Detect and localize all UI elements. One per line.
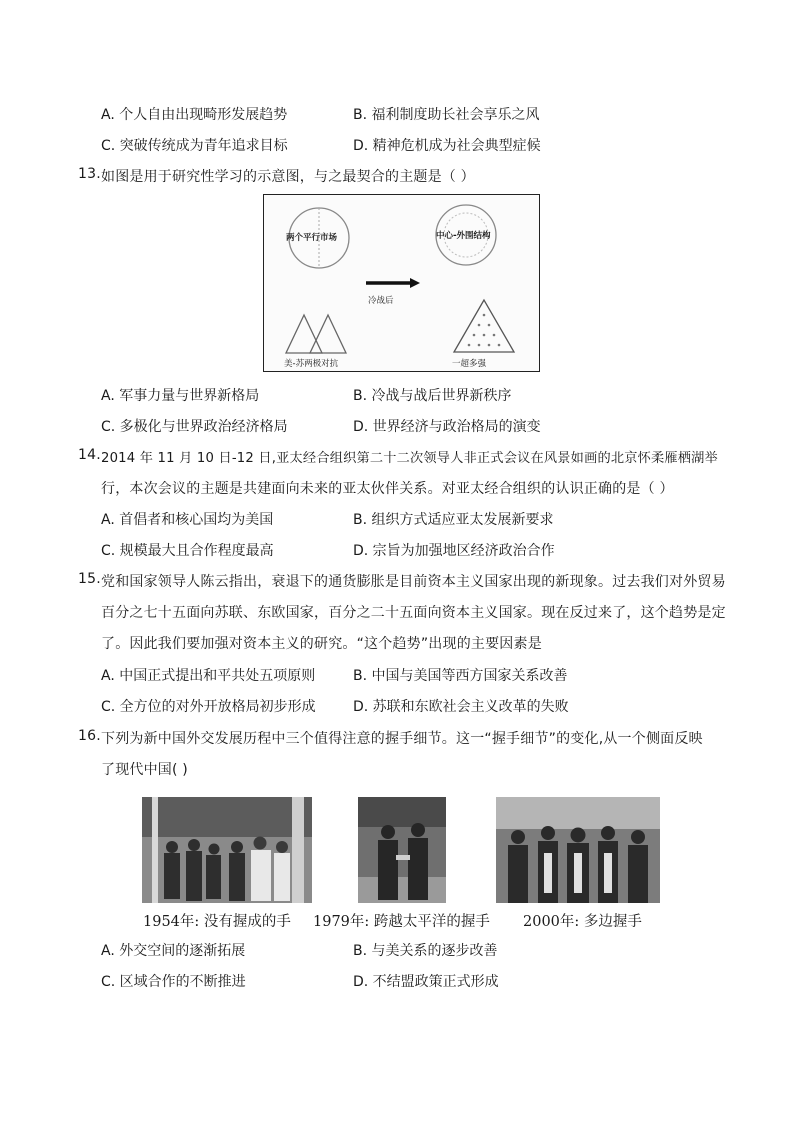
label-center-periphery: 中心-外围结构 [436, 231, 491, 241]
caption-1979: 1979年: 跨越太平洋的握手 [313, 914, 490, 930]
q15-stem-line3: 了。因此我们要加强对资本主义的研究。“这个趋势”出现的主要因素是 [101, 636, 542, 652]
photo-1979-handshake [358, 797, 446, 903]
q13-option-b: B. 冷战与战后世界新秩序 [353, 388, 512, 404]
q15-stem-line1: 党和国家领导人陈云指出，衰退下的通货膨胀是目前资本主义国家出现的新现象。过去我们对外贸易 [101, 574, 726, 590]
q16-option-c: C. 区域合作的不断推进 [101, 974, 246, 990]
photo-1954-handshake [142, 797, 312, 903]
q12-option-b: B. 福利制度助长社会享乐之风 [353, 107, 540, 123]
q16-option-b: B. 与美关系的逐步改善 [353, 943, 498, 959]
q15-stem-line2: 百分之七十五面向苏联、东欧国家，百分之二十五面向资本主义国家。现在反过来了，这个趋势是定 [101, 605, 726, 621]
q15-option-d: D. 苏联和东欧社会主义改革的失败 [353, 699, 569, 715]
label-two-markets: 两个平行市场 [286, 233, 338, 243]
post-cold-war-arrow-head [410, 278, 420, 288]
q13-stem: 如图是用于研究性学习的示意图，与之最契合的主题是（ ） [101, 169, 475, 185]
q13-option-a: A. 军事力量与世界新格局 [101, 388, 260, 404]
q12-option-c: C. 突破传统成为青年追求目标 [101, 138, 288, 154]
q15-option-b: B. 中国与美国等西方国家关系改善 [353, 668, 568, 684]
q14-stem-line1: 2014 年 11 月 10 日-12 日,亚太经合组织第二十二次领导人非正式会议在风景如画的北京怀柔雁栖湖举 [101, 451, 718, 466]
q13-number: 13. [78, 166, 101, 182]
q16-option-a: A. 外交空间的逐渐拓展 [101, 943, 246, 959]
q16-stem-line2: 了现代中国( ) [101, 762, 188, 778]
photo-2000-handshake [496, 797, 660, 903]
q14-number: 14. [78, 447, 101, 463]
bipolar-triangle-left [286, 315, 322, 353]
q13-diagram-figure [264, 195, 538, 370]
q13-option-c: C. 多极化与世界政治经济格局 [101, 419, 288, 435]
label-one-super-many-strong: 一超多强 [452, 359, 487, 369]
q12-option-a: A. 个人自由出现畸形发展趋势 [101, 107, 288, 123]
q14-stem-line2: 行，本次会议的主题是共建面向未来的亚太伙伴关系。对亚太经合组织的认识正确的是（ ） [101, 481, 674, 497]
q15-number: 15. [78, 571, 101, 587]
q14-option-c: C. 规模最大且合作程度最高 [101, 543, 274, 559]
q16-option-d: D. 不结盟政策正式形成 [353, 974, 499, 990]
caption-2000: 2000年: 多边握手 [523, 914, 642, 930]
caption-1954: 1954年: 没有握成的手 [143, 914, 291, 930]
q16-number: 16. [78, 728, 101, 744]
q15-option-c: C. 全方位的对外开放格局初步形成 [101, 699, 316, 715]
q16-stem-line1: 下列为新中国外交发展历程中三个值得注意的握手细节。这一“握手细节”的变化,从一个侧面反映 [101, 731, 703, 747]
label-post-cold-war: 冷战后 [368, 296, 394, 306]
q14-option-b: B. 组织方式适应亚太发展新要求 [353, 512, 554, 528]
unipolar-triangle [454, 300, 514, 352]
bipolar-triangle-right [310, 315, 346, 353]
q13-diagram [263, 194, 540, 372]
q14-option-d: D. 宗旨为加强地区经济政治合作 [353, 543, 555, 559]
q13-option-d: D. 世界经济与政治格局的演变 [353, 419, 541, 435]
q15-option-a: A. 中国正式提出和平共处五项原则 [101, 668, 316, 684]
q14-option-a: A. 首倡者和核心国均为美国 [101, 512, 274, 528]
label-bipolar: 美-苏两极对抗 [284, 359, 339, 369]
q12-option-d: D. 精神危机成为社会典型症候 [353, 138, 541, 154]
